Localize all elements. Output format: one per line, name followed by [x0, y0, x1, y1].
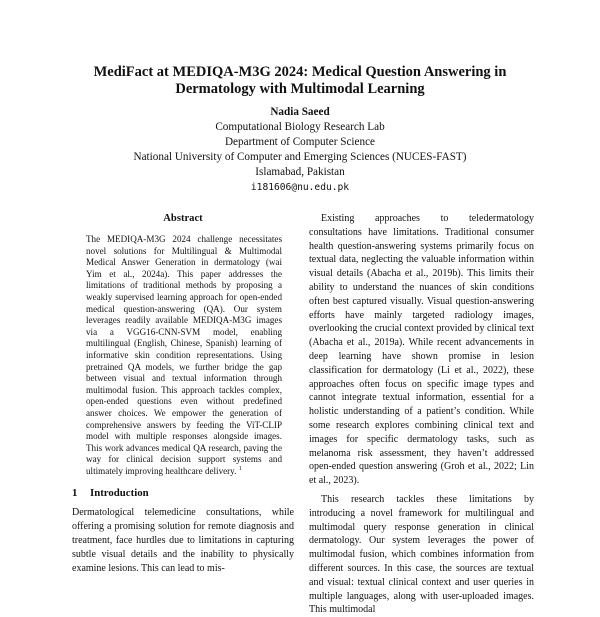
affiliation-location: Islamabad, Pakistan	[255, 166, 345, 178]
affiliation-department: Department of Computer Science	[224, 136, 376, 148]
section-number: 1	[72, 487, 78, 500]
affiliation-university: National University of Computer and Emerging Sciences (NUCES-FAST)	[133, 151, 467, 163]
abstract-paragraph: The MEDIQA-M3G 2024 challenge necessitates novel solutions for Multilingual & Multimodal Medical Answer Generation in dermatology (wai Yim et al., 2024a). This paper addresses the limitations of traditional methods by proposing a weakly supervised learning approach for open-ended medical question-answering (QA). Our system leverages readily available MEDIQA-M3G images via a VGG16-CNN-SVM model, enabling multilingual (English, Chinese, Spanish) learning of informative skin condition representations. Using pretrained QA models, we further bridge the gap between visual and textual information through multimodal fusion. This approach tackles complex, open-ended questions even without predefined answer choices. We empower the generation of comprehensive answers by feeding the ViT-CLIP model with multiple responses alongside images. This work advances medical QA research, paving the way for clinical decision support systems and ultimately improving healthcare delivery.	[86, 234, 282, 476]
abstract-body	[86, 234, 282, 477]
right-column	[309, 212, 534, 617]
footnote-marker[interactable]: 1	[238, 465, 242, 472]
left-column	[72, 212, 294, 575]
title-line-2: Dermatology with Multimodal Learning	[175, 81, 425, 97]
introduction-heading	[72, 486, 294, 500]
paper-title	[40, 64, 560, 98]
author-name: Nadia Saeed	[270, 106, 330, 118]
abstract-text	[86, 234, 282, 477]
abstract-heading: Abstract	[163, 213, 203, 224]
body-paragraph-1: Existing approaches to teledermatology consultations have limitations. Traditional consumer health question-answering systems primarily focus on textual data, neglecting the valuable information within visual details (Abacha et al., 2019b). This limits their ability to understand the nuances of skin conditions often best captured visually. Visual question-answering efforts have mainly targeted radiology images, overlooking the crucial context provided by clinical text (Abacha et al., 2019a). While recent advancements in deep learning have shown promise in lesion classification for dermatology (Li et al., 2022), these approaches often focus on specific image types and cannot integrate textual information, essential for a holistic understanding of a patient’s condition. While some research explores combining clinical text and images for specific dermatology tasks, such as melanoma risk assessment, they haven’t addressed open-ended question answering (Groh et al., 2022; Lin et al., 2023).	[309, 213, 534, 487]
introduction-paragraph: Dermatological telemedicine consultations, while offering a promising solution for remote diagnosis and treatment, face hurdles due to limitations in capturing subtle visual details and the inability to physically examine lesions. This can lead to mis-	[72, 507, 294, 574]
title-line-1: MediFact at MEDIQA-M3G 2024: Medical Question Answering in	[93, 64, 507, 80]
affiliation-lab: Computational Biology Research Lab	[215, 121, 385, 133]
body-paragraph-2: This research tackles these limitations by introducing a novel framework for multilingual and multimodal query response generation in clinical dermatology. Our system leverages the power of multimodal fusion, which combines information from different sources. In this case, the sources are textual and visual: textual clinical context and user queries in multiple languages, along with user-uploaded images. This multimodal	[309, 493, 534, 616]
author-email[interactable]: i181606@nu.edu.pk	[250, 182, 350, 193]
section-title: Introduction	[90, 487, 149, 500]
author-block	[40, 105, 560, 195]
